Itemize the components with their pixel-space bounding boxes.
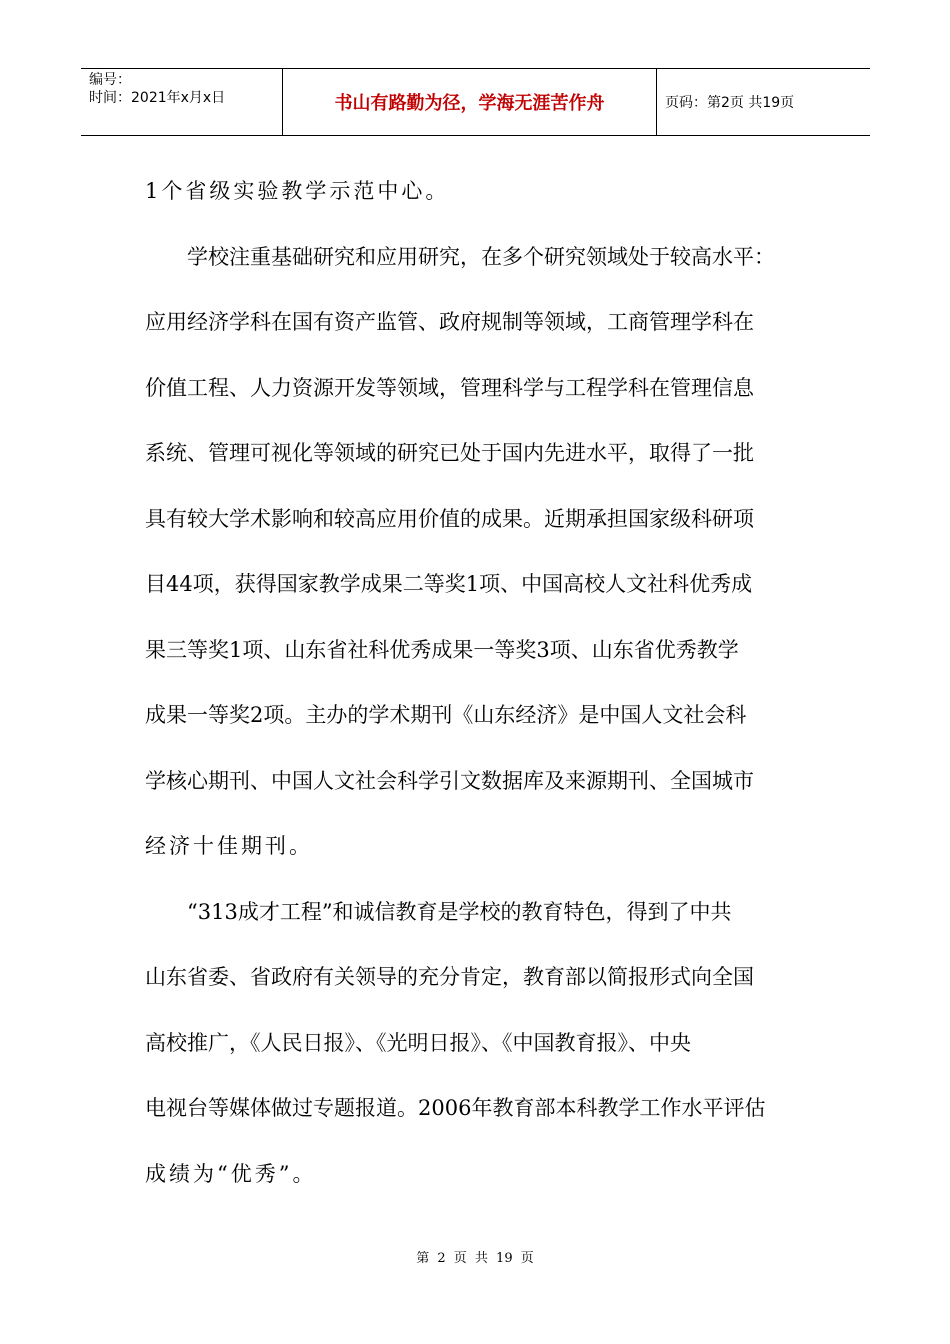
header-motto: 书山有路勤为径，学海无涯苦作舟 <box>283 69 657 135</box>
body-line: 学校注重基础研究和应用研究，在多个研究领域处于较高水平： <box>187 244 775 269</box>
body-line: 山东省委、省政府有关领导的充分肯定，教育部以简报形式向全国 <box>145 965 754 989</box>
body-line: 高校推广，《人民日报》、《光明日报》、《中国教育报》、中央 <box>145 1030 691 1055</box>
body-line: 成绩为“优秀”。 <box>145 1161 317 1186</box>
body-line: 经济十佳期刊。 <box>145 834 313 858</box>
document-body <box>145 159 810 1207</box>
page-header <box>81 68 870 136</box>
body-line: 应用经济学科在国有资产监管、政府规制等领域，工商管理学科在 <box>145 310 754 334</box>
body-line: 成果一等奖2项。主办的学术期刊《山东经济》是中国人文社会科 <box>145 703 747 727</box>
body-line: 具有较大学术影响和较高应用价值的成果。近期承担国家级科研项 <box>145 506 754 531</box>
body-line: 价值工程、人力资源开发等领域，管理科学与工程学科在管理信息 <box>145 375 754 400</box>
body-line: 电视台等媒体做过专题报道。2006年教育部本科教学工作水平评估 <box>145 1096 766 1120</box>
header-meta <box>81 69 283 135</box>
body-line: 1个省级实验教学示范中心。 <box>145 179 450 203</box>
body-line: “313成才工程”和诚信教育是学校的教育特色，得到了中共 <box>187 899 732 924</box>
document-number-label: 编号： <box>89 72 131 88</box>
body-line: 果三等奖1项、山东省社科优秀成果一等奖3项、山东省优秀教学 <box>145 637 739 662</box>
body-line: 系统、管理可视化等领域的研究已处于国内先进水平，取得了一批 <box>145 441 754 465</box>
document-date-label: 时间：2021年x月x日 <box>89 90 226 106</box>
body-line: 学核心期刊、中国人文社会科学引文数据库及来源期刊、全国城市 <box>145 768 754 793</box>
header-page-info: 页码：第2页 共19页 <box>665 95 795 111</box>
page-footer: 第 2 页 共 19 页 <box>416 1251 534 1266</box>
body-line: 目44项，获得国家教学成果二等奖1项、中国高校人文社科优秀成 <box>145 572 753 596</box>
